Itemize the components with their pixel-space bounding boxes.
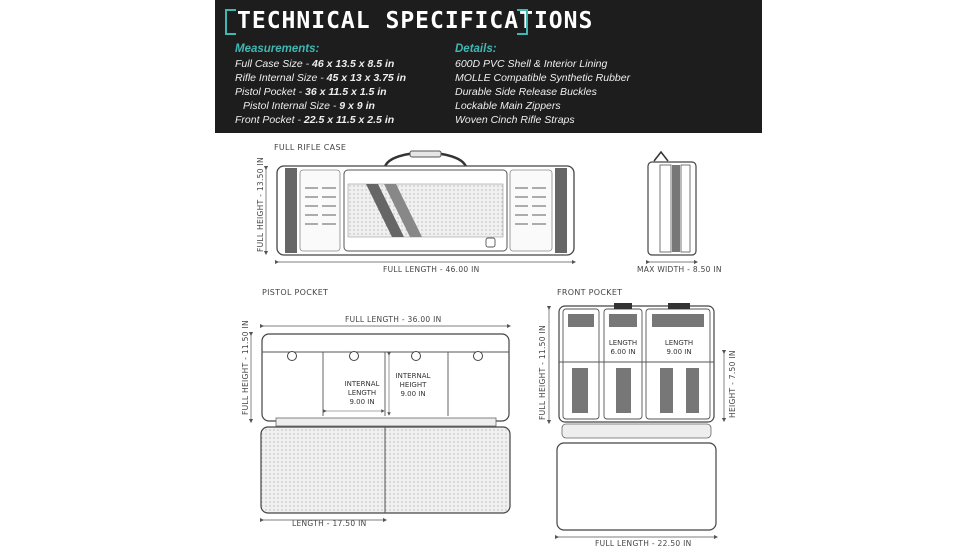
- measurement-row: Pistol Pocket - 36 x 11.5 x 1.5 in: [235, 86, 387, 98]
- measurement-row: Full Case Size - 46 x 13.5 x 8.5 in: [235, 58, 395, 70]
- front-length-large-label: LENGTH 9.00 IN: [664, 339, 694, 356]
- details-heading: Details:: [455, 43, 497, 55]
- measurement-row: Pistol Internal Size - 9 x 9 in: [243, 100, 375, 112]
- detail-row: MOLLE Compatible Synthetic Rubber: [455, 72, 631, 84]
- measurement-row: Front Pocket - 22.5 x 11.5 x 2.5 in: [235, 114, 395, 126]
- pistol-pocket-drawing: [251, 326, 510, 520]
- pistol-internal-length-label: INTERNAL LENGTH 9.00 IN: [344, 380, 380, 406]
- pistol-pocket-title: PISTOL POCKET: [262, 288, 329, 297]
- detail-row: Woven Cinch Rifle Straps: [455, 114, 575, 126]
- detail-row: Durable Side Release Buckles: [455, 86, 597, 98]
- rifle-full-length-label: FULL LENGTH - 46.00 IN: [383, 265, 480, 274]
- rifle-case-drawing: [266, 151, 574, 262]
- rifle-case-side-view: [648, 152, 696, 262]
- rifle-max-width-label: MAX WIDTH - 8.50 IN: [637, 265, 722, 274]
- banner-title: TECHNICAL SPECIFICATIONS: [237, 8, 594, 34]
- detail-row: 600D PVC Shell & Interior Lining: [455, 58, 608, 70]
- pistol-internal-height-label: INTERNAL HEIGHT 9.00 IN: [395, 372, 431, 398]
- rifle-case-title: FULL RIFLE CASE: [274, 143, 347, 152]
- measurement-row: Rifle Internal Size - 45 x 13 x 3.75 in: [235, 72, 407, 84]
- pistol-full-length-label: FULL LENGTH - 36.00 IN: [345, 315, 442, 324]
- pistol-length-label: LENGTH - 17.50 IN: [292, 519, 367, 528]
- front-height-label: HEIGHT - 7.50 IN: [728, 350, 737, 418]
- front-pocket-title: FRONT POCKET: [557, 288, 623, 297]
- pistol-full-height-label: FULL HEIGHT - 11.50 IN: [241, 320, 250, 415]
- front-length-small-label: LENGTH 6.00 IN: [608, 339, 638, 356]
- front-full-length-label: FULL LENGTH - 22.50 IN: [595, 539, 692, 548]
- rifle-full-height-label: FULL HEIGHT - 13.50 IN: [256, 157, 265, 252]
- measurements-heading: Measurements:: [235, 43, 320, 55]
- detail-row: Lockable Main Zippers: [455, 100, 561, 112]
- front-full-height-label: FULL HEIGHT - 11.50 IN: [538, 325, 547, 420]
